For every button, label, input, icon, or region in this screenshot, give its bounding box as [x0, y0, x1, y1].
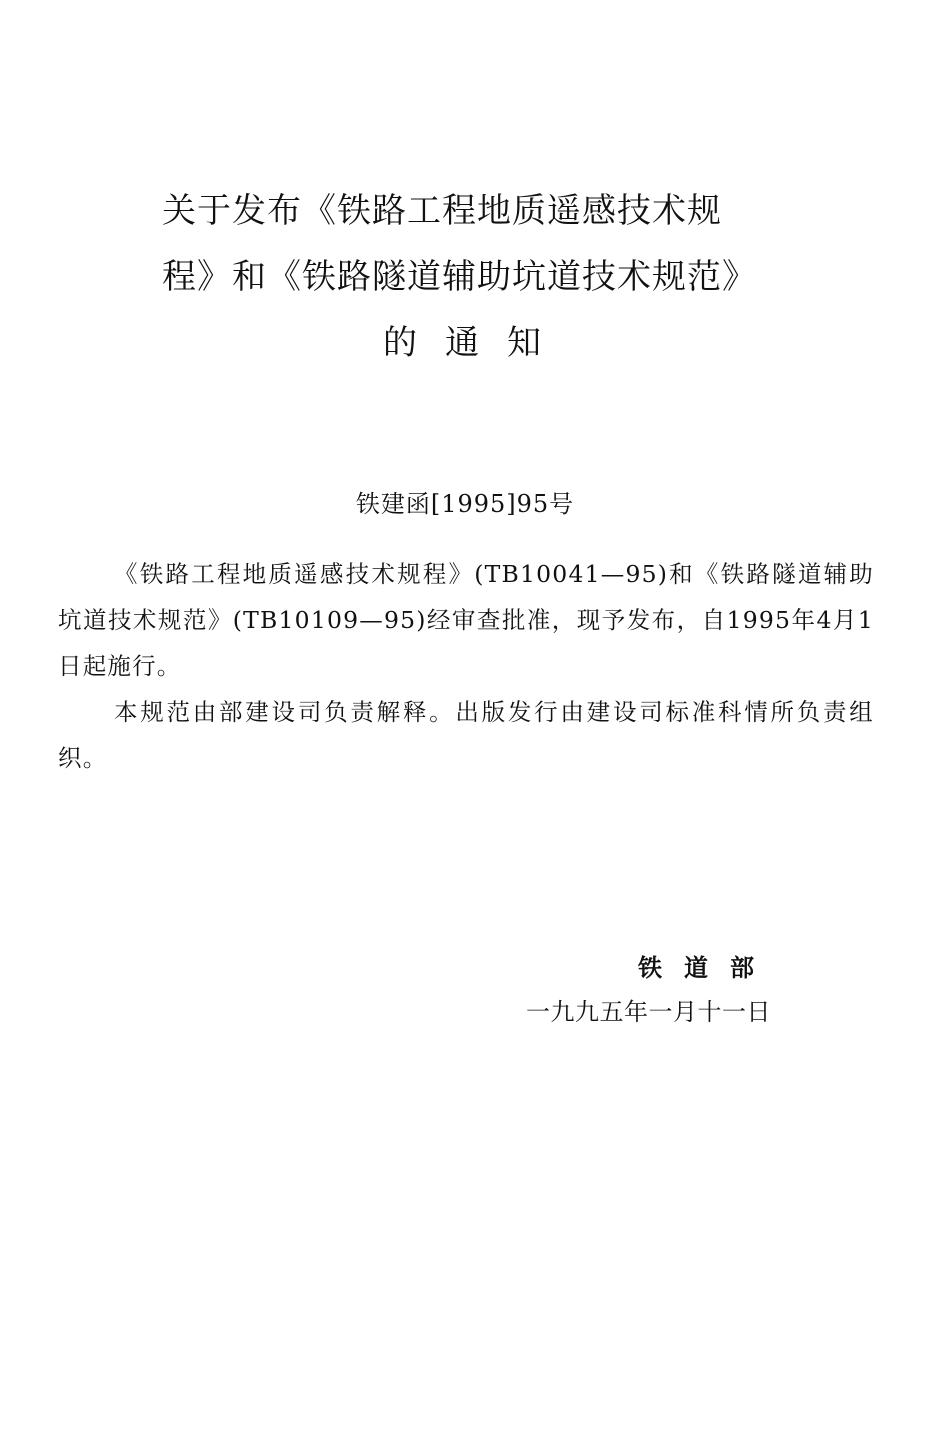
- issue-date: 一九九五年一月十一日: [526, 998, 771, 1026]
- signature-block: [520, 946, 820, 1034]
- title-line-3: 的通知: [383, 323, 569, 363]
- issuing-organization: 铁道部: [638, 953, 776, 982]
- body-paragraph-2: 本规范由部建设司负责解释。出版发行由建设司标准科情所负责组织。: [58, 698, 874, 772]
- notice-title: [150, 178, 790, 376]
- notice-body: [58, 551, 874, 781]
- body-paragraph-1: 《铁路工程地质遥感技术规程》(TB10041—95)和《铁路隧道辅助坑道技术规范》(TB10109—95)经审查批准，现予发布，自1995年4月1日起施行。: [58, 560, 874, 680]
- document-number: 铁建函[1995]95号: [355, 490, 575, 518]
- title-line-2: 程》和《铁路隧道辅助坑道技术规范》: [162, 257, 757, 297]
- title-line-1: 关于发布《铁路工程地质遥感技术规: [162, 191, 722, 231]
